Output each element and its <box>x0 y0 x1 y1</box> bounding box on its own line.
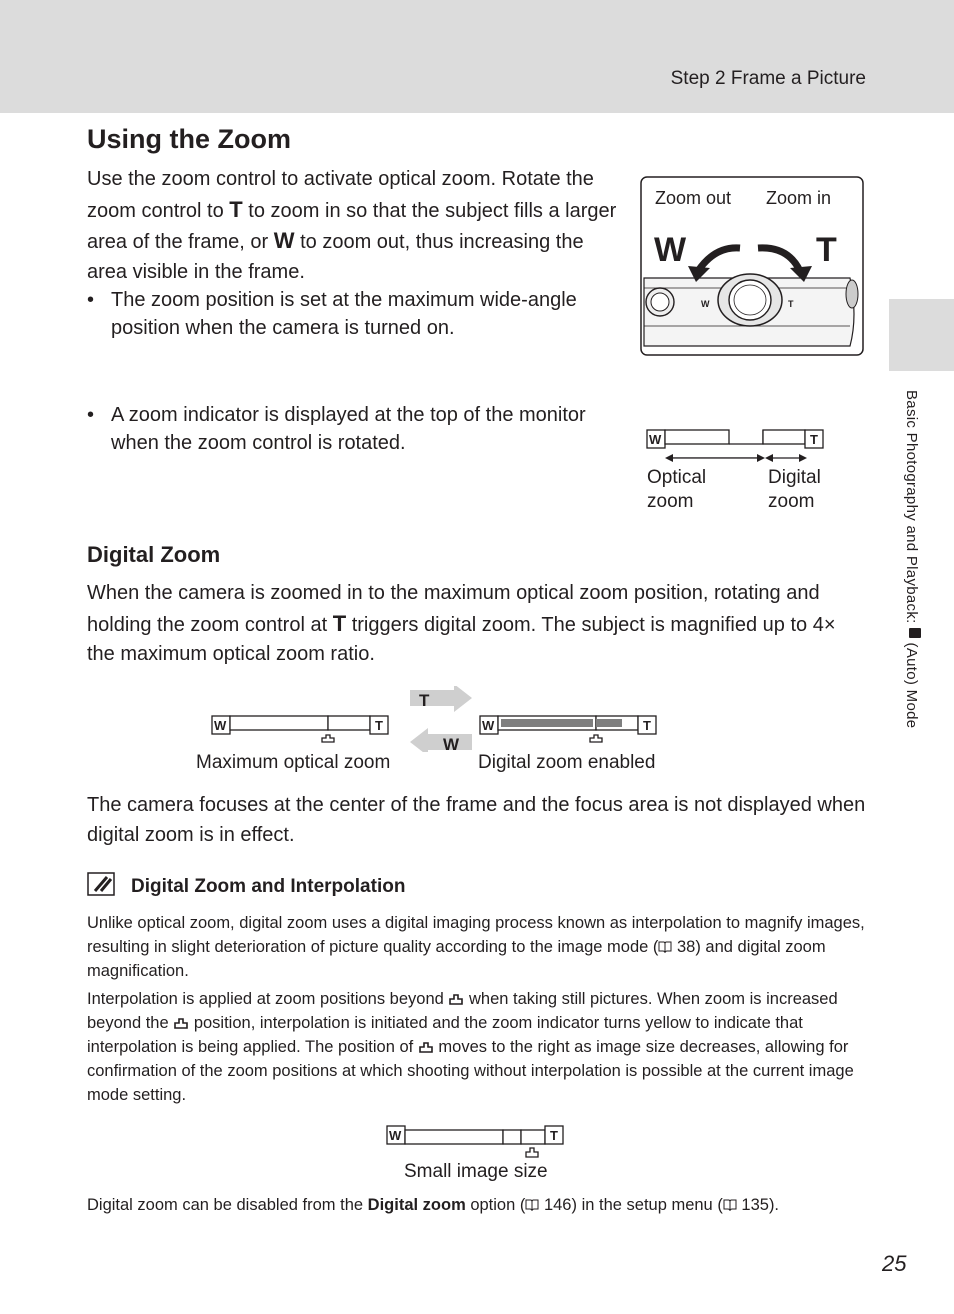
svg-text:W: W <box>214 718 227 733</box>
zoom-in-label: Zoom in <box>766 188 832 208</box>
svg-text:W: W <box>482 718 495 733</box>
page-number: 25 <box>882 1251 907 1276</box>
camera-icon <box>909 628 921 638</box>
digital-zoom-enabled-label: Digital zoom enabled <box>478 752 656 773</box>
svg-text:T: T <box>788 299 794 309</box>
image-size-marker-icon <box>322 735 334 742</box>
zoom-out-label: Zoom out <box>655 188 732 208</box>
max-optical-zoom-label: Maximum optical zoom <box>196 752 391 773</box>
zoom-indicator-figure <box>645 428 830 523</box>
digital-zoom-option: Digital zoom <box>367 1196 466 1214</box>
t-big-label: T <box>816 231 837 269</box>
image-size-marker-icon <box>448 993 464 1005</box>
note-paragraph-2: Interpolation is applied at zoom positions beyond when taking still pictures. When zoom is increased beyond the position, interpolation is initiated and the zoom indicator turns yellow to indicate that interpolation is being applied. The position of moves to the right as image size decreases, allowing for confirmation of the zoom positions at which shooting without interpolation is possible at the current image mode setting. <box>87 990 854 1104</box>
svg-text:W: W <box>389 1128 402 1143</box>
image-size-marker-icon <box>173 1017 189 1029</box>
digital-zoom-heading: Digital Zoom <box>87 542 221 567</box>
arrow-w-label: W <box>443 735 460 752</box>
book-reference-icon <box>525 1199 539 1211</box>
image-size-marker-icon <box>418 1041 434 1053</box>
t-symbol: T <box>332 610 347 636</box>
bullet-item: • The zoom position is set at the maximum wide-angle position when the camera is turned on. <box>87 289 577 339</box>
svg-text:T: T <box>375 718 383 733</box>
page-title: Using the Zoom <box>87 124 291 154</box>
svg-text:T: T <box>643 718 651 733</box>
t-symbol: T <box>229 196 243 222</box>
digital-zoom-paragraph: When the camera is zoomed in to the maximum optical zoom position, rotating and holding the zoom control at T triggers digital zoom. The subject is magnified up to 4× the maximum optical zoom ratio. <box>87 582 836 665</box>
side-tab-label: Basic Photography and Playback: (Auto) Mode <box>903 390 921 729</box>
w-symbol: W <box>273 228 295 253</box>
header-band <box>0 0 954 113</box>
arrow-t-label: T <box>419 691 430 710</box>
t-indicator-icon: T <box>810 432 818 447</box>
note-icon <box>87 872 117 898</box>
side-tab <box>889 299 954 371</box>
svg-text:W: W <box>701 299 710 309</box>
book-reference-icon <box>723 1199 737 1211</box>
note-paragraph-3: Digital zoom can be disabled from the Digital zoom option ( 146) in the setup menu ( 135). <box>87 1196 780 1214</box>
section-title: Step 2 Frame a Picture <box>670 68 866 89</box>
digital-zoom-label: Digital zoom <box>768 467 821 512</box>
small-image-size-label: Small image size <box>404 1161 548 1182</box>
svg-text:T: T <box>550 1128 558 1143</box>
w-indicator-icon: W <box>649 432 662 447</box>
camera-zoom-figure <box>640 176 865 358</box>
optical-zoom-label: Optical zoom <box>647 467 707 512</box>
digital-zoom-figure <box>196 686 676 778</box>
bullet-item: • A zoom indicator is displayed at the top of the monitor when the zoom control is rotated. <box>87 404 586 454</box>
book-reference-icon <box>658 941 672 953</box>
small-image-size-figure <box>386 1125 571 1185</box>
w-big-label: W <box>654 231 687 269</box>
note-title: Digital Zoom and Interpolation <box>131 876 406 897</box>
intro-paragraph: Use the zoom control to activate optical zoom. Rotate the zoom control to T to zoom in so that the subject fills a larger area of the frame, or W to zoom out, thus increasing the area visible in the frame. <box>87 168 617 283</box>
focus-paragraph: The camera focuses at the center of the frame and the focus area is not displayed when digital zoom is in effect. <box>87 794 866 846</box>
note-paragraph-1: Unlike optical zoom, digital zoom uses a digital imaging process known as interpolation to magnify images, resulting in slight deterioration of picture quality according to the image mode ( 38) and digital zoom magnification. <box>87 914 865 980</box>
